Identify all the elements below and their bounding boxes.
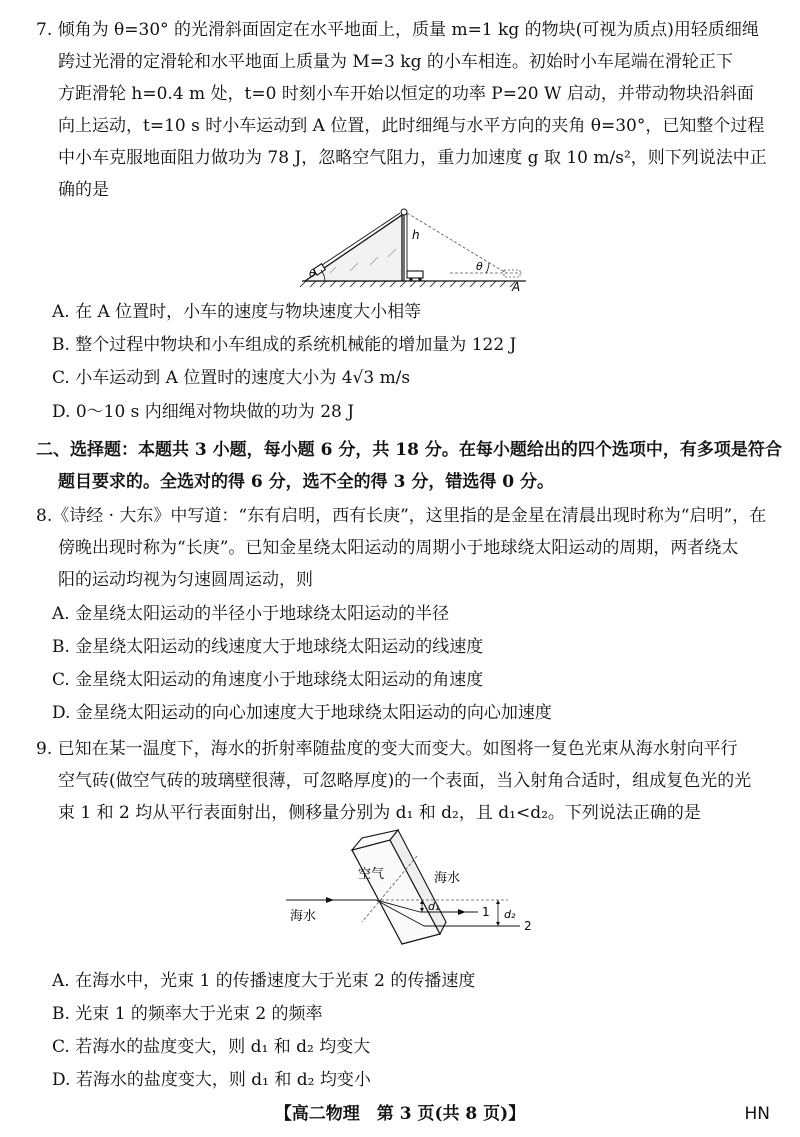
q7-line-6: 确的是 [58,180,109,200]
q7-fig-label-theta-left: θ [309,267,316,280]
q8-line-1: 8.《诗经 · 大东》中写道：“东有启明，西有长庚”，这里指的是金星在清晨出现时称为“启明”，在 [36,506,767,526]
q9-air-brick-figure [282,822,542,962]
footer-page-info: 【高二物理 第 3 页(共 8 页)】 [274,1104,526,1124]
q8-option-d: D. 金星绕太阳运动的向心加速度大于地球绕太阳运动的向心加速度 [52,703,552,723]
section-2-line-2: 题目要求的。全选对的得 6 分，选不全的得 3 分，错选得 0 分。 [58,472,554,492]
question-9 [36,733,766,829]
q9-fig-label-beam-1: 1 [482,905,490,919]
q9-fig-label-d1: d₁ [428,900,440,913]
section-2-line-1: 二、选择题：本题共 3 小题，每小题 6 分，共 18 分。在每小题给出的四个选项中，有多项是符合 [36,440,782,460]
section-2-header [36,434,782,498]
q9-fig-label-sea-right: 海水 [434,871,461,886]
q7-option-a: A. 在 A 位置时，小车的速度与物块速度大小相等 [52,302,422,322]
q7-option-b: B. 整个过程中物块和小车组成的系统机械能的增加量为 122 J [52,335,517,355]
q8-option-b: B. 金星绕太阳运动的线速度大于地球绕太阳运动的线速度 [52,637,484,657]
footer-region-code: HN [744,1104,770,1124]
q7-option-d: D. 0～10 s 内细绳对物块做的功为 28 J [52,402,355,422]
q9-option-a: A. 在海水中，光束 1 的传播速度大于光束 2 的传播速度 [52,971,476,991]
q9-fig-label-air: 空气 [358,867,385,882]
q9-line-3: 束 1 和 2 均从平行表面射出，侧移量分别为 d₁ 和 d₂，且 d₁<d₂。下列说法正确的是 [58,803,701,823]
q7-fig-label-theta-right: θ [476,260,483,273]
q8-option-c: C. 金星绕太阳运动的角速度小于地球绕太阳运动的角速度 [52,670,484,690]
question-7 [36,14,766,206]
q7-line-5: 中小车克服地面阻力做功为 78 J，忽略空气阻力，重力加速度 g 取 10 m/s²，则下列说法中正 [58,148,767,168]
q9-option-c: C. 若海水的盐度变大，则 d₁ 和 d₂ 均变大 [52,1037,371,1057]
page-footer [0,1098,800,1130]
q9-fig-label-beam-2: 2 [524,919,532,933]
q8-line-2: 傍晚出现时称为“长庚”。已知金星绕太阳运动的周期小于地球绕太阳运动的周期，两者绕太 [58,538,739,558]
q8-line-3: 阳的运动均视为匀速圆周运动，则 [58,570,313,590]
q9-fig-label-sea-left: 海水 [290,909,317,924]
question-8 [36,500,766,596]
q9-line-2: 空气砖(做空气砖的玻璃壁很薄，可忽略厚度)的一个表面，当入射角合适时，组成复色光的光 [58,771,752,791]
q9-fig-label-d2: d₂ [504,908,516,921]
q9-option-d: D. 若海水的盐度变大，则 d₁ 和 d₂ 均变小 [52,1070,371,1090]
q7-line-2: 跨过光滑的定滑轮和水平地面上质量为 M=3 kg 的小车相连。初始时小车尾端在滑轮正下 [58,52,733,72]
q7-line-3: 方距滑轮 h=0.4 m 处，t=0 时刻小车开始以恒定的功率 P=20 W 启动，并带动物块沿斜面 [58,84,754,104]
q7-fig-label-A: A [512,280,521,294]
q8-option-a: A. 金星绕太阳运动的半径小于地球绕太阳运动的半径 [52,604,450,624]
q7-fig-label-h: h [412,228,420,242]
q9-option-b: B. 光束 1 的频率大于光束 2 的频率 [52,1004,323,1024]
q7-line-1: 7. 倾角为 θ=30° 的光滑斜面固定在水平地面上，质量 m=1 kg 的物块(可视为质点)用轻质细绳 [36,20,759,40]
q7-option-c: C. 小车运动到 A 位置时的速度大小为 4√3 m/s [52,368,411,388]
q7-incline-figure [300,205,530,295]
q9-line-1: 9. 已知在某一温度下，海水的折射率随盐度的变大而变大。如图将一复色光束从海水射向平行 [36,739,738,759]
q7-line-4: 向上运动，t=10 s 时小车运动到 A 位置，此时细绳与水平方向的夹角 θ=30°，已知整个过程 [58,116,765,136]
